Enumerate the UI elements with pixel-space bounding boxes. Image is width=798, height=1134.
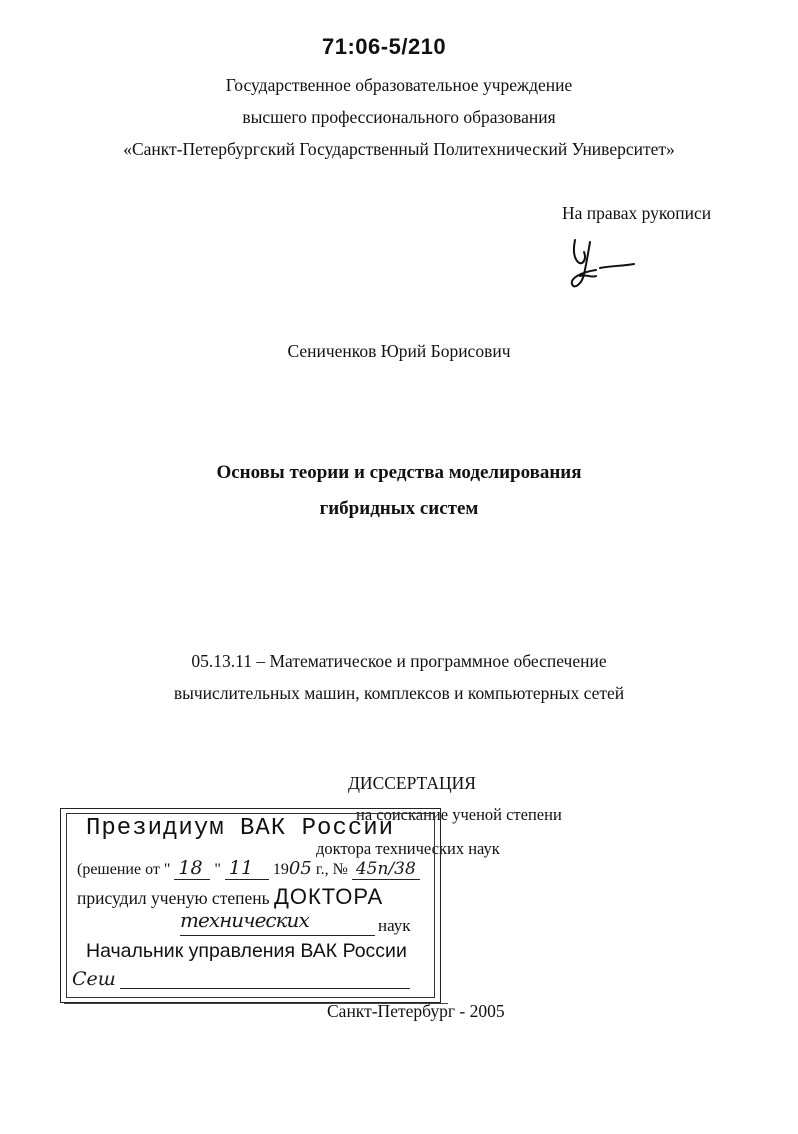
title-line-1: Основы теории и средства моделирования <box>216 462 582 483</box>
institution-line-2: высшего профессионального образования <box>242 107 556 127</box>
stamp-decision <box>77 857 420 880</box>
handwritten-field: технических <box>180 908 309 932</box>
author-name: Сениченков Юрий Борисович <box>287 341 511 361</box>
degree-line-2: доктора технических наук <box>316 839 500 858</box>
degree-line-1: на соискание ученой степени <box>356 805 562 824</box>
stamp-head-title: Начальник управления ВАК России <box>86 940 407 962</box>
field-underline <box>180 935 375 936</box>
stamp-title: Президиум ВАК России <box>86 815 395 842</box>
dissertation-label: ДИССЕРТАЦИЯ <box>348 773 476 793</box>
decision-year-prefix: 19 <box>272 861 289 878</box>
specialty-line-1: 05.13.11 – Математическое и программное обеспечение <box>191 651 607 671</box>
city-year: Санкт-Петербург - 2005 <box>327 1001 505 1021</box>
decision-prefix: (решение от " <box>77 861 171 878</box>
decision-sep: " <box>214 861 221 878</box>
decision-day: 18 <box>174 857 210 880</box>
specialty-line-2: вычислительных машин, комплексов и компьютерных сетей <box>173 683 625 703</box>
title-line-2: гибридных систем <box>319 498 479 519</box>
decision-month: 11 <box>225 857 269 880</box>
rights-note: На правах рукописи <box>562 203 712 223</box>
signature-line <box>120 988 410 989</box>
signature-icon <box>560 232 640 298</box>
institution-line-3: «Санкт-Петербургский Государственный Политехнический Университет» <box>123 139 675 159</box>
archive-code: 71:06-5/210 <box>322 34 447 59</box>
stamp-awarded <box>77 884 383 910</box>
decision-year-suffix: 05 <box>288 858 312 879</box>
institution-line-1: Государственное образовательное учреждение <box>225 75 573 95</box>
awarded-prefix: присудил ученую степень <box>77 888 270 908</box>
decision-number-prefix: г., № <box>315 861 348 878</box>
science-suffix: наук <box>378 916 411 935</box>
decision-number: 45п/38 <box>352 859 420 880</box>
stamp-signature: Сеш <box>72 968 116 990</box>
awarded-degree: ДОКТОРА <box>273 884 384 909</box>
